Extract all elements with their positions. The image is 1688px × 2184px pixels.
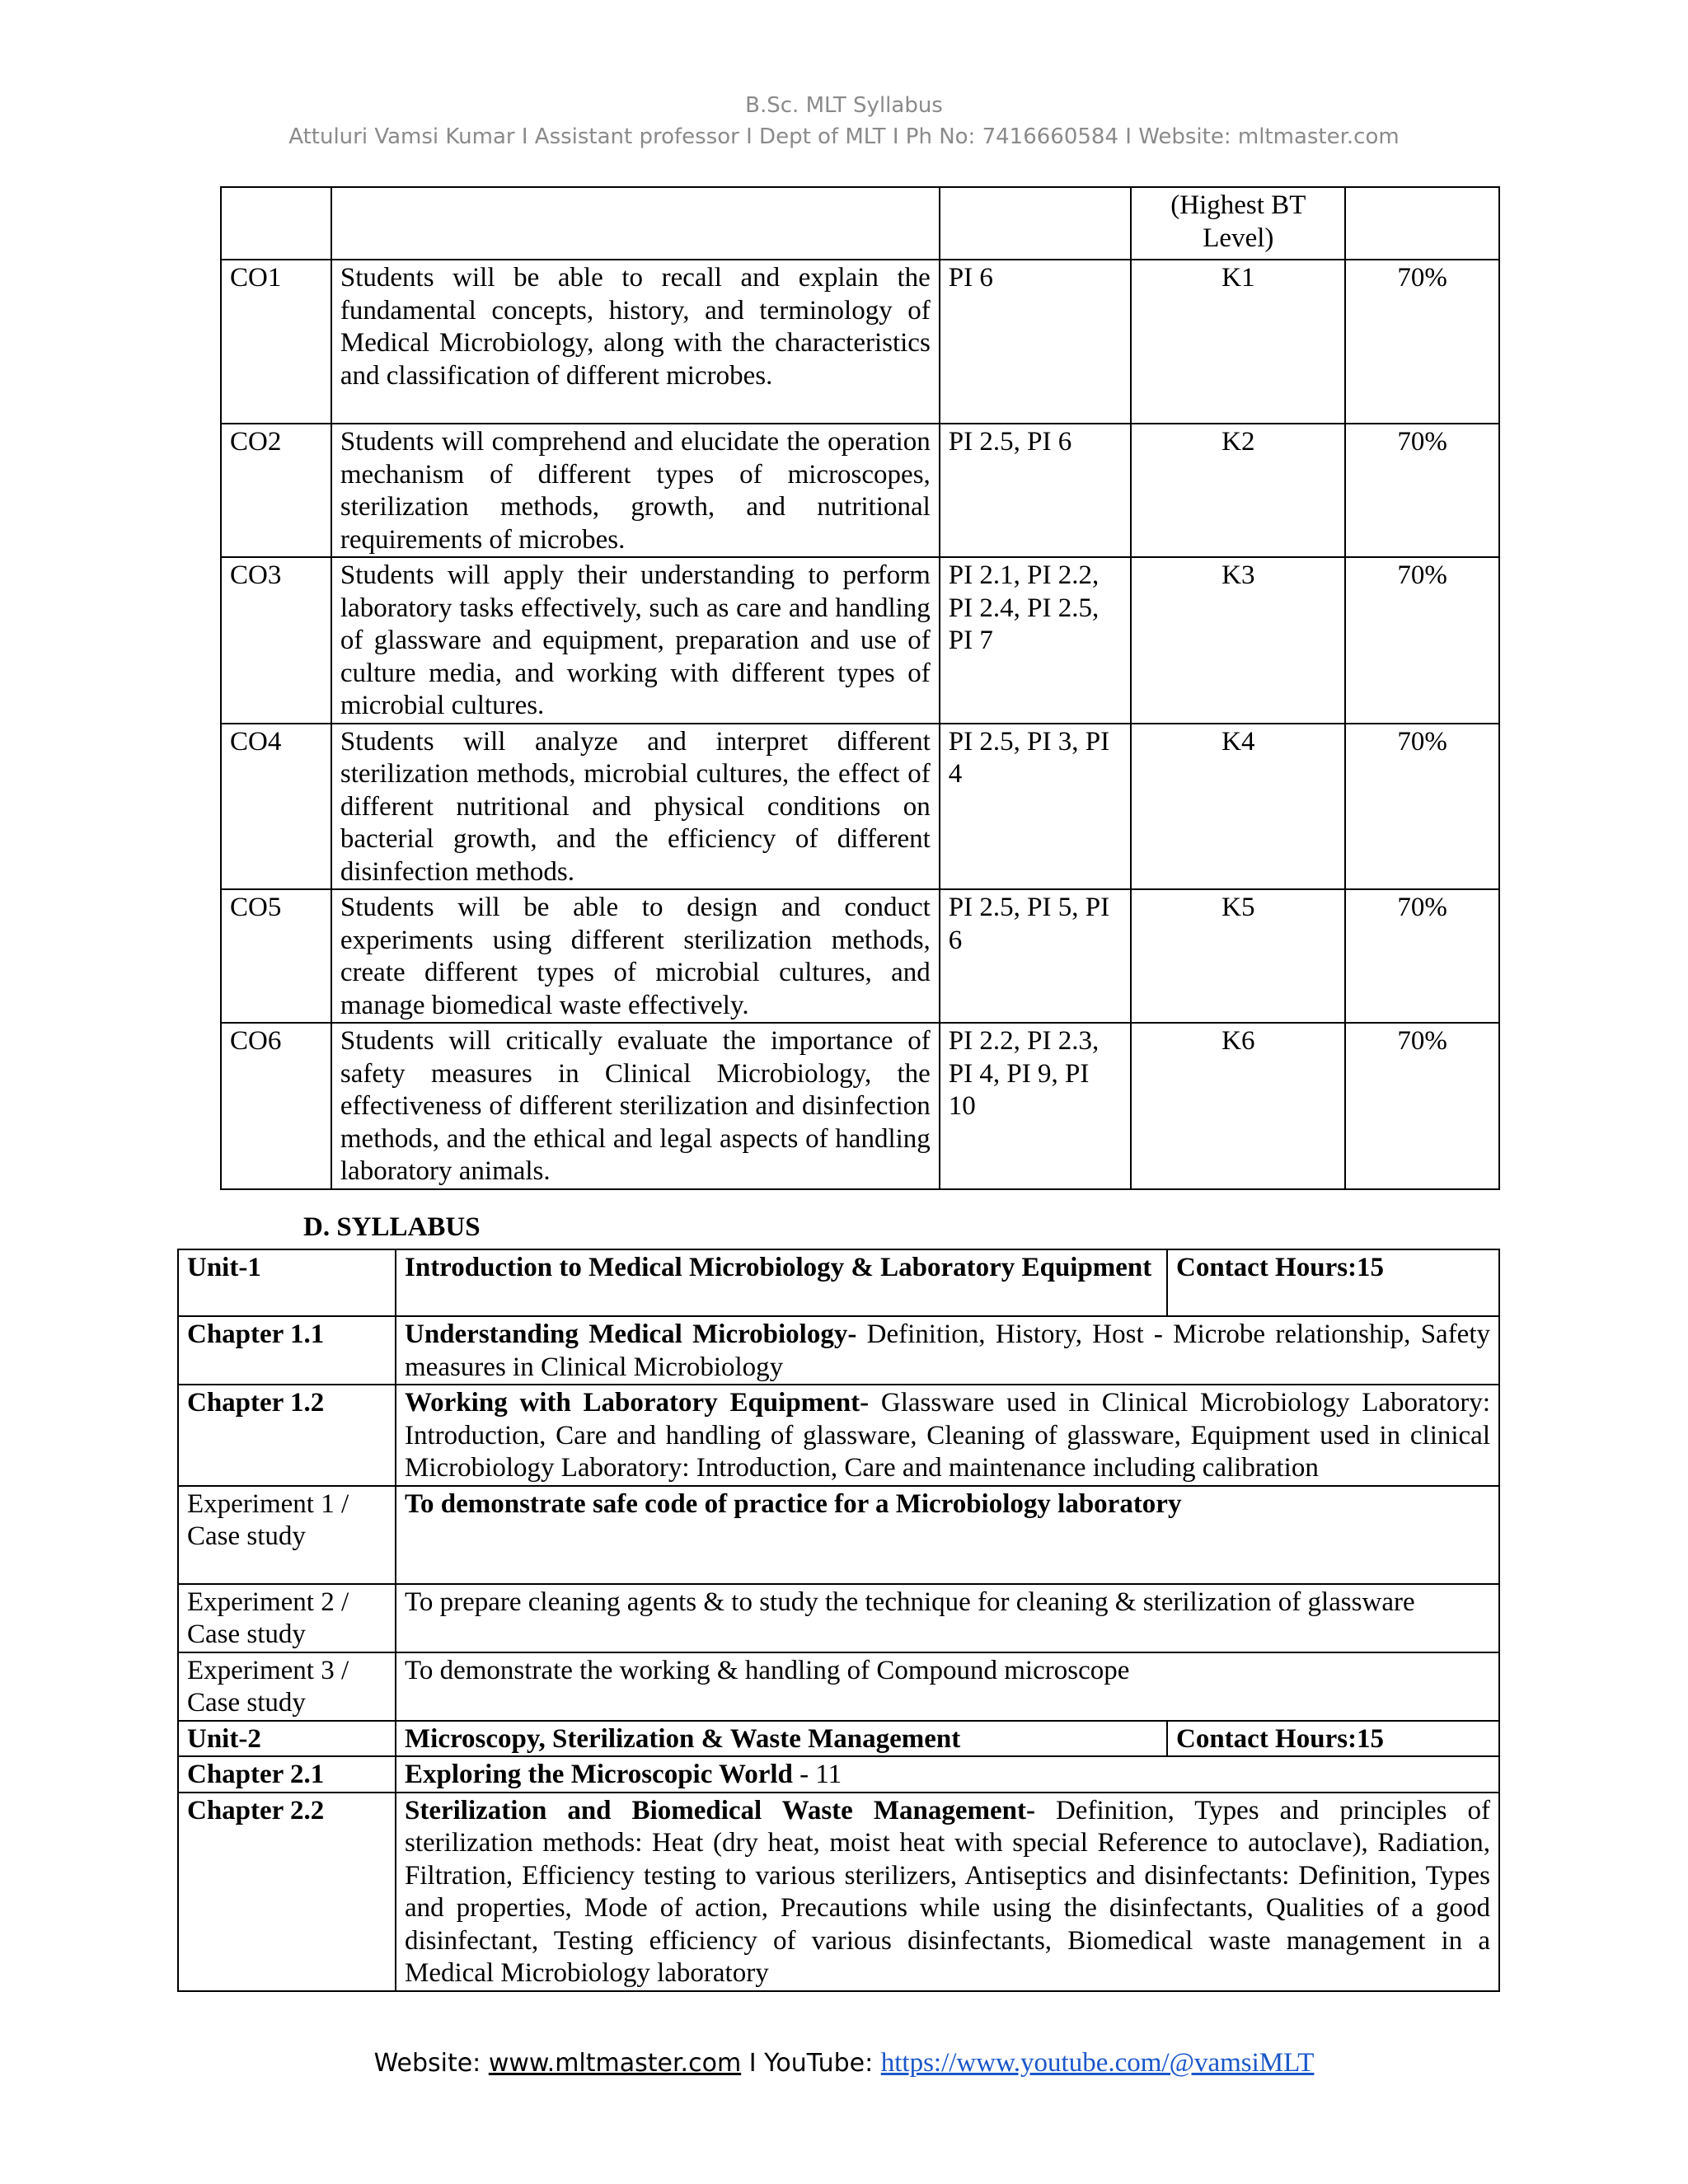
unit-title: Microscopy, Sterilization & Waste Management <box>396 1721 1167 1757</box>
table-row <box>221 557 1499 724</box>
experiment-label: Experiment 2 / Case study <box>178 1584 396 1652</box>
page-footer <box>0 2048 1688 2079</box>
table-row <box>221 889 1499 1023</box>
co-pi: PI 2.5, PI 3, PI 4 <box>940 724 1132 890</box>
table-row <box>178 1756 1499 1793</box>
co-id: CO5 <box>221 889 331 1023</box>
co-id: CO4 <box>221 724 331 890</box>
unit-title: Introduction to Medical Microbiology & Laboratory Equipment <box>396 1249 1167 1316</box>
unit-label: Unit-1 <box>178 1249 396 1316</box>
table-cell <box>1345 187 1499 260</box>
chapter-label: Chapter 2.2 <box>178 1793 396 1991</box>
co-id: CO2 <box>221 424 331 557</box>
table-row <box>178 1316 1499 1385</box>
co-description: Students will analyze and interpret different sterilization methods, microbial cultures, the effect of different nutritional and physical conditions on bacterial growth, and the efficiency of different disinfection methods. <box>331 724 940 890</box>
table-row <box>178 1249 1499 1316</box>
table-row <box>178 1793 1499 1991</box>
section-title: D. SYLLABUS <box>303 1212 481 1242</box>
syllabus-table <box>177 1249 1500 1992</box>
chapter-description: - 11 <box>792 1760 842 1789</box>
chapter-title: Understanding Medical Microbiology- <box>405 1319 857 1349</box>
co-percentage: 70% <box>1345 260 1499 424</box>
co-percentage: 70% <box>1345 424 1499 557</box>
experiment-text: To prepare cleaning agents & to study the technique for cleaning & sterilization of glassware <box>396 1584 1499 1652</box>
co-percentage: 70% <box>1345 1023 1499 1189</box>
table-cell <box>940 187 1132 260</box>
table-row <box>221 187 1499 260</box>
footer-website-link[interactable]: www.mltmaster.com <box>488 2049 742 2078</box>
co-id: CO1 <box>221 260 331 424</box>
chapter-content <box>396 1385 1499 1486</box>
footer-youtube-label: I YouTube: <box>741 2049 881 2078</box>
footer-website-label: Website: <box>373 2049 489 2078</box>
co-description: Students will critically evaluate the importance of safety measures in Clinical Microbiology, the effectiveness of different sterilization and disinfection methods, and the ethical and legal aspects of handling laboratory animals. <box>331 1023 940 1189</box>
table-cell <box>331 187 940 260</box>
co-pi: PI 2.5, PI 6 <box>940 424 1132 557</box>
chapter-title: Exploring the Microscopic World <box>405 1760 793 1789</box>
co-description: Students will be able to design and conduct experiments using different sterilization methods, create different types of microbial cultures, and manage biomedical waste effectively. <box>331 889 940 1023</box>
chapter-content <box>396 1793 1499 1991</box>
chapter-description: Definition, Types and principles of sterilization methods: Heat (dry heat, moist heat with special Reference to autoclave), Radiation, Filtration, Efficiency testing to various sterilizers, Antiseptics and disinfectants: Definition, Types and properties, Mode of action, Precautions while using the disinfectants, Qualities of a good disinfectant, Testing efficiency of various disinfectants, Biomedical waste management in a Medical Microbiology laboratory <box>405 1795 1490 1988</box>
table-row <box>221 260 1499 424</box>
co-description: Students will be able to recall and explain the fundamental concepts, history, and terminology of Medical Microbiology, along with the characteristics and classification of different microbes. <box>331 260 940 424</box>
chapter-title: Sterilization and Biomedical Waste Management- <box>405 1795 1035 1825</box>
experiment-text: To demonstrate the working & handling of Compound microscope <box>396 1652 1499 1721</box>
chapter-description: Definition, History, Host - Microbe relationship, Safety measures in Clinical Microbiology <box>405 1319 1490 1382</box>
table-row <box>221 1023 1499 1189</box>
co-bt-level: K4 <box>1131 724 1345 890</box>
chapter-label: Chapter 2.1 <box>178 1756 396 1793</box>
co-pi: PI 2.1, PI 2.2, PI 2.4, PI 2.5, PI 7 <box>940 557 1132 724</box>
experiment-label: Experiment 3 / Case study <box>178 1652 396 1721</box>
co-bt-level: K2 <box>1131 424 1345 557</box>
co-percentage: 70% <box>1345 889 1499 1023</box>
co-bt-level: K1 <box>1131 260 1345 424</box>
table-row <box>178 1652 1499 1721</box>
chapter-label: Chapter 1.2 <box>178 1385 396 1486</box>
chapter-description: Glassware used in Clinical Microbiology Laboratory: Introduction, Care and handling of glassware, Cleaning of glassware, Equipment used in clinical Microbiology Laboratory: Introduction, Care and maintenance including calibration <box>405 1388 1490 1483</box>
co-id: CO6 <box>221 1023 331 1189</box>
co-pi: PI 6 <box>940 260 1132 424</box>
chapter-content <box>396 1316 1499 1385</box>
co-bt-level: K3 <box>1131 557 1345 724</box>
chapter-label: Chapter 1.1 <box>178 1316 396 1385</box>
co-pi: PI 2.2, PI 2.3, PI 4, PI 9, PI 10 <box>940 1023 1132 1189</box>
experiment-label: Experiment 1 / Case study <box>178 1486 396 1584</box>
table-row <box>221 424 1499 557</box>
table-row <box>221 724 1499 890</box>
co-description: Students will apply their understanding to perform laboratory tasks effectively, such as care and handling of glassware and equipment, preparation and use of culture media, and working with different types of microbial cultures. <box>331 557 940 724</box>
co-pi: PI 2.5, PI 5, PI 6 <box>940 889 1132 1023</box>
co-description: Students will comprehend and elucidate the operation mechanism of different types of microscopes, sterilization methods, growth, and nutritional requirements of microbes. <box>331 424 940 557</box>
experiment-text: To demonstrate safe code of practice for a Microbiology laboratory <box>396 1486 1499 1584</box>
contact-hours: Contact Hours:15 <box>1167 1249 1499 1316</box>
table-cell <box>221 187 331 260</box>
table-row <box>178 1385 1499 1486</box>
chapter-title: Working with Laboratory Equipment- <box>405 1388 870 1418</box>
co-percentage: 70% <box>1345 557 1499 724</box>
footer-youtube-link[interactable]: https://www.youtube.com/@vamsiMLT <box>880 2048 1315 2078</box>
contact-hours: Contact Hours:15 <box>1167 1721 1499 1757</box>
course-outcomes-table <box>220 186 1500 1190</box>
header-author-line: Attuluri Vamsi Kumar I Assistant professor I Dept of MLT I Ph No: 7416660584 I Website: mltmaster.com <box>288 124 1400 149</box>
chapter-content <box>396 1756 1499 1793</box>
table-row <box>178 1486 1499 1584</box>
co-percentage: 70% <box>1345 724 1499 890</box>
co-id: CO3 <box>221 557 331 724</box>
unit-label: Unit-2 <box>178 1721 396 1757</box>
bt-level-header: (Highest BT Level) <box>1131 187 1345 260</box>
co-bt-level: K6 <box>1131 1023 1345 1189</box>
co-bt-level: K5 <box>1131 889 1345 1023</box>
header-title: B.Sc. MLT Syllabus <box>745 93 943 118</box>
table-row <box>178 1584 1499 1652</box>
table-row <box>178 1721 1499 1757</box>
